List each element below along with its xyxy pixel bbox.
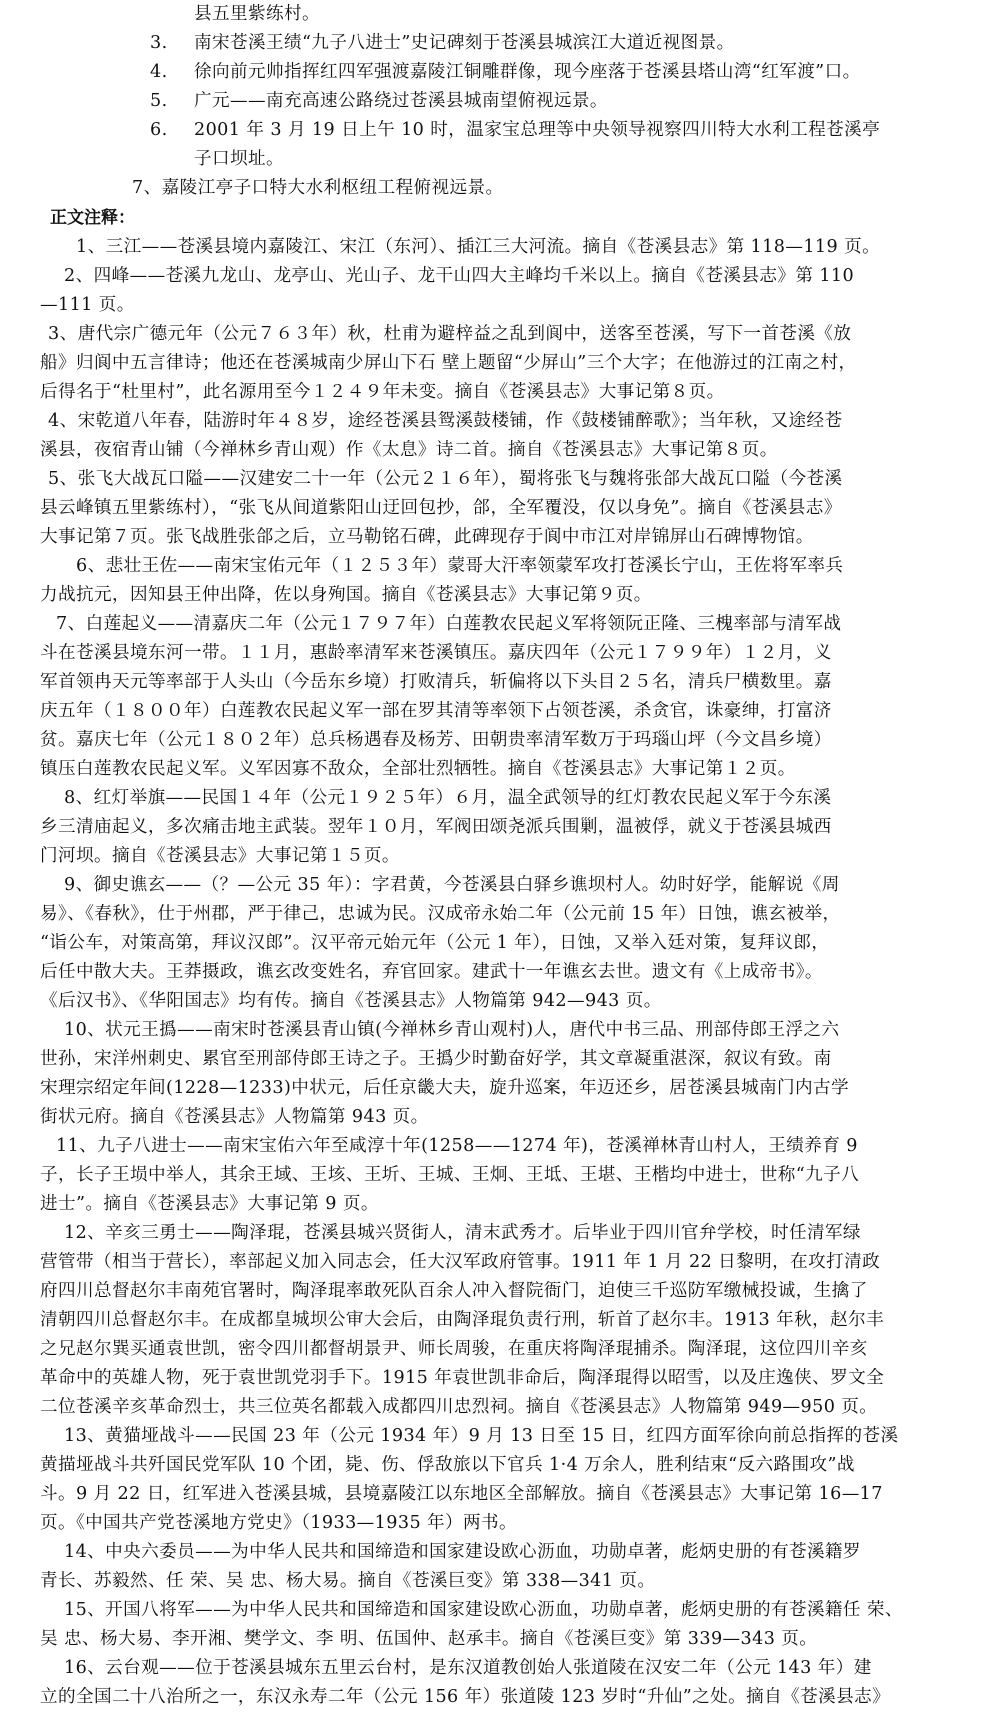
note-line: 斗在苍溪县境东河一带。１１月，惠龄率清军来苍溪镇压。嘉庆四年（公元１７９９年）１２月，义 (40, 643, 832, 663)
note-line: 军首领冉天元等率部于人头山（今岳东乡境）打败清兵，斩偏将以下头目２５名，清兵尸横数里。嘉 (40, 672, 832, 692)
note-line: 4、宋乾道八年春，陆游时年４８岁，途经苍溪县鸳溪鼓楼铺，作《鼓楼铺醉歌》；当年秋，又途经苍 (48, 411, 843, 431)
note-line: 溪县，夜宿青山铺（今禅林乡青山观）作《太息》诗二首。摘自《苍溪县志》大事记第８页。 (40, 440, 778, 460)
figure-caption-text: 广元——南充高速公路绕过苍溪县城南望俯视远景。 (194, 91, 608, 111)
note-line: 乡三清庙起义，多次痛击地主武装。翌年１０月，军阀田颂尧派兵围剿，温被俘，就义于苍溪县城西 (40, 817, 832, 837)
note-line: 镇压白莲教农民起义军。义军因寡不敌众，全部壮烈牺牲。摘自《苍溪县志》大事记第１２页。 (40, 759, 796, 779)
figure-caption-item-7: 7、嘉陵江亭子口特大水利枢纽工程俯视远景。 (132, 178, 504, 198)
note-line: 二位苍溪辛亥革命烈士，共三位英名都载入成都四川忠烈祠。摘自《苍溪县志》人物篇第 949—950 页。 (40, 1397, 878, 1417)
note-entry (40, 320, 978, 407)
note-line: 7、白莲起义——清嘉庆二年（公元１７９７年）白莲教农民起义军将领阮正隆、三槐率部与清军战 (56, 614, 842, 634)
note-line: 门河坝。摘自《苍溪县志》大事记第１５页。 (40, 846, 400, 866)
note-entry (40, 233, 978, 262)
figure-caption-item (40, 87, 978, 116)
figure-caption-text: 子口坝址。 (194, 149, 284, 169)
note-line: 黄描垭战斗共歼国民党军队 10 个团，毙、伤、俘敌旅以下官兵 1·4 万余人，胜利结束“反六路围攻”战 (40, 1455, 855, 1475)
note-line: 之兄赵尔巽买通袁世凯，密令四川都督胡景尹、师长周骏，在重庆将陶泽琨捕杀。陶泽琨，这位四川辛亥 (40, 1339, 868, 1359)
note-line: 易》、《春秋》，仕于州郡，严于律己，忠诚为民。汉成帝永始二年（公元前 15 年）日蚀，谯玄被举， (40, 904, 841, 924)
note-entry (40, 407, 978, 465)
note-line: 吴 忠、杨大易、李开湘、樊学文、李 明、伍国仲、赵承丰。摘自《苍溪巨变》第 339—343 页。 (40, 1629, 818, 1649)
figure-caption-list (40, 0, 978, 203)
figure-caption-number: 5. (150, 91, 168, 111)
note-line: 县云峰镇五里紫练村），“张飞从间道紫阳山迂回包抄，郃，全军覆没，仅以身免”。摘自《苍溪县志》 (40, 498, 842, 518)
note-line: 革命中的英雄人物，死于袁世凯党羽手下。1915 年袁世凯非命后，陶泽琨得以昭雪，以及庄逸侠、罗文全 (40, 1368, 885, 1388)
note-line: 《后汉书》、《华阳国志》均有传。摘自《苍溪县志》人物篇第 942—943 页。 (40, 991, 662, 1011)
note-line: 宋理宗绍定年间(1228—1233)中状元，后任京畿大夫，旋升巡案，年迈还乡，居苍溪县城南门内古学 (40, 1078, 850, 1098)
note-line: 5、张飞大战瓦口隘——汉建安二十一年（公元２１６年），蜀将张飞与魏将张郃大战瓦口隘（今苍溪 (48, 469, 843, 489)
figure-caption-item (40, 116, 978, 145)
note-line: 后得名于“杜里村”，此名源用至今１２４９年未变。摘自《苍溪县志》大事记第８页。 (40, 382, 725, 402)
note-line: 15、开国八将军——为中华人民共和国缔造和国家建设欧心沥血，功勋卓著，彪炳史册的有苍溪籍任 荣、 (64, 1600, 903, 1620)
note-entry (40, 1654, 978, 1712)
note-line: 3、唐代宗广德元年（公元７６３年）秋，杜甫为避梓益之乱到阆中，送客至苍溪，写下一首苍溪《放 (48, 324, 852, 344)
note-entry (40, 465, 978, 552)
note-entry (40, 610, 978, 784)
note-entry (40, 871, 978, 1016)
note-line: 后任中散大夫。王莽摄政，谯玄改变姓名，弃官回家。建武十一年谯玄去世。遗文有《上成帝书》。 (40, 962, 823, 982)
figure-caption-text: 徐向前元帅指挥红四军强渡嘉陵江铜雕群像，现今座落于苍溪县塔山湾“红军渡”口。 (194, 62, 861, 82)
note-line: 8、红灯举旗——民国１４年（公元１９２５年）６月，温全武领导的红灯教农民起义军于今东溪 (64, 788, 832, 808)
figure-caption-item (40, 29, 978, 58)
note-line: 青长、苏毅然、任 荣、吴 忠、杨大易。摘自《苍溪巨变》第 338—341 页。 (40, 1571, 656, 1591)
note-line: 2、四峰——苍溪九龙山、龙亭山、光山子、龙干山四大主峰均千米以上。摘自《苍溪县志》第 110 (64, 266, 855, 286)
note-line: 街状元府。摘自《苍溪县志》人物篇第 943 页。 (40, 1107, 429, 1127)
note-line: 12、辛亥三勇士——陶泽琨，苍溪县城兴贤街人，清末武秀才。后毕业于四川官弁学校，时任清军绿 (64, 1223, 861, 1243)
notes-heading: 正文注释： (50, 208, 135, 228)
figure-caption-number: 6. (150, 120, 168, 140)
note-entry (40, 784, 978, 871)
note-line: —111 页。 (40, 295, 135, 315)
figure-caption-text: 南宋苍溪王绩“九子八进士”史记碑刻于苍溪县城滨江大道近视图景。 (194, 33, 735, 53)
note-entry (40, 1219, 978, 1422)
note-entry (40, 1016, 978, 1132)
note-line: 13、黄猫垭战斗——民国 23 年（公元 1934 年）9 月 13 日至 15 日，红四方面军徐向前总指挥的苍溪 (64, 1426, 899, 1446)
note-line: 营管带（相当于营长），率部起义加入同志会，任大汉军政府管事。1911 年 1 月 22 日黎明，在攻打清政 (40, 1252, 881, 1272)
figure-caption-item (40, 58, 978, 87)
note-line: 10、状元王撝——南宋时苍溪县青山镇(今禅林乡青山观村)人，唐代中书三品、刑部侍郎王浮之六 (64, 1020, 840, 1040)
note-line: 庆五年（１８００年）白莲教农民起义军一部在罗其清等率领下占领苍溪，杀贪官，诛豪绅，打富济 (40, 701, 832, 721)
note-line: 6、悲壮王佐——南宋宝佑元年（１２５３年）蒙哥大汗率领蒙军攻打苍溪长宁山，王佐将军率兵 (76, 556, 844, 576)
note-entry (40, 552, 978, 610)
figure-caption-text: 2001 年 3 月 19 日上午 10 时，温家宝总理等中央领导视察四川特大水利工程苍溪亭 (194, 120, 881, 140)
note-line: 子，长子王埙中举人，其余王域、王垓、王圻、王城、王炯、王坻、王堪、王楷均中进士，世称“九子八 (40, 1165, 860, 1185)
note-entry (40, 1538, 978, 1596)
note-line: 14、中央六委员——为中华人民共和国缔造和国家建设欧心沥血，功勋卓著，彪炳史册的有苍溪籍罗 (64, 1542, 861, 1562)
note-line: 贫。嘉庆七年（公元１８０２年）总兵杨遇春及杨芳、田朝贵率清军数万于玛瑙山坪（今文昌乡境） (40, 730, 832, 750)
note-line: 斗。9 月 22 日，红军进入苍溪县城，县境嘉陵江以东地区全部解放。摘自《苍溪县志》大事记第 16—17 (40, 1484, 883, 1504)
figure-caption-number: 3. (150, 33, 168, 53)
notes-list (40, 233, 978, 1712)
note-line: 立的全国二十八治所之一，东汉永寿二年（公元 156 年）张道陵 123 岁时“升仙”之处。摘自《苍溪县志》 (40, 1687, 891, 1707)
note-entry (40, 1132, 978, 1219)
note-line: 世孙，宋洋州刺史、累官至刑部侍郎王诗之子。王撝少时勤奋好学，其文章凝重湛深，叙议有致。南 (40, 1049, 832, 1069)
note-line: 进士”。摘自《苍溪县志》大事记第 9 页。 (40, 1194, 379, 1214)
note-line: 大事记第７页。张飞战胜张郃之后，立马勒铭石碑，此碑现存于阆中市江对岸锦屏山石碑博物馆。 (40, 527, 814, 547)
figure-caption-number: 4. (150, 62, 168, 82)
note-entry (40, 1596, 978, 1654)
note-line: 11、九子八进士——南宋宝佑六年至咸淳十年(1258——1274 年)，苍溪禅林青山村人，王绩养育 9 (56, 1136, 858, 1156)
note-line: 页。《中国共产党苍溪地方党史》（1933—1935 年）两书。 (40, 1513, 518, 1533)
note-line: 16、云台观——位于苍溪县城东五里云台村，是东汉道教创始人张道陵在汉安二年（公元 143 年）建 (64, 1658, 872, 1678)
continued-caption-line: 县五里紫练村。 (194, 4, 320, 24)
figure-caption-item (40, 145, 978, 174)
note-line: 9、御史谯玄——（？—公元 35 年）：字君黄，今苍溪县白驿乡谯坝村人。幼时好学，能解说《周 (64, 875, 840, 895)
note-line: 船》归阆中五言律诗；他还在苍溪城南少屏山下石 壁上题留“少屏山”三个大字；在他游过的江南之村， (40, 353, 857, 373)
note-line: 力战抗元，因知县王仲出降，佐以身殉国。摘自《苍溪县志》大事记第９页。 (40, 585, 652, 605)
note-line: “诣公车，对策高第，拜议汉郎”。汉平帝元始元年（公元 1 年），日蚀，又举入廷对策，复拜议郎， (40, 933, 830, 953)
note-line: 1、三江——苍溪县境内嘉陵江、宋江（东河）、插江三大河流。摘自《苍溪县志》第 118—119 页。 (76, 237, 881, 257)
note-entry (40, 262, 978, 320)
note-entry (40, 1422, 978, 1538)
note-line: 清朝四川总督赵尔丰。在成都皇城坝公审大会后，由陶泽琨负责行刑，斩首了赵尔丰。1913 年秋，赵尔丰 (40, 1310, 885, 1330)
note-line: 府四川总督赵尔丰南苑官署时，陶泽琨率敢死队百余人冲入督院衙门，迫使三千巡防军缴械投诚，生擒了 (40, 1281, 868, 1301)
